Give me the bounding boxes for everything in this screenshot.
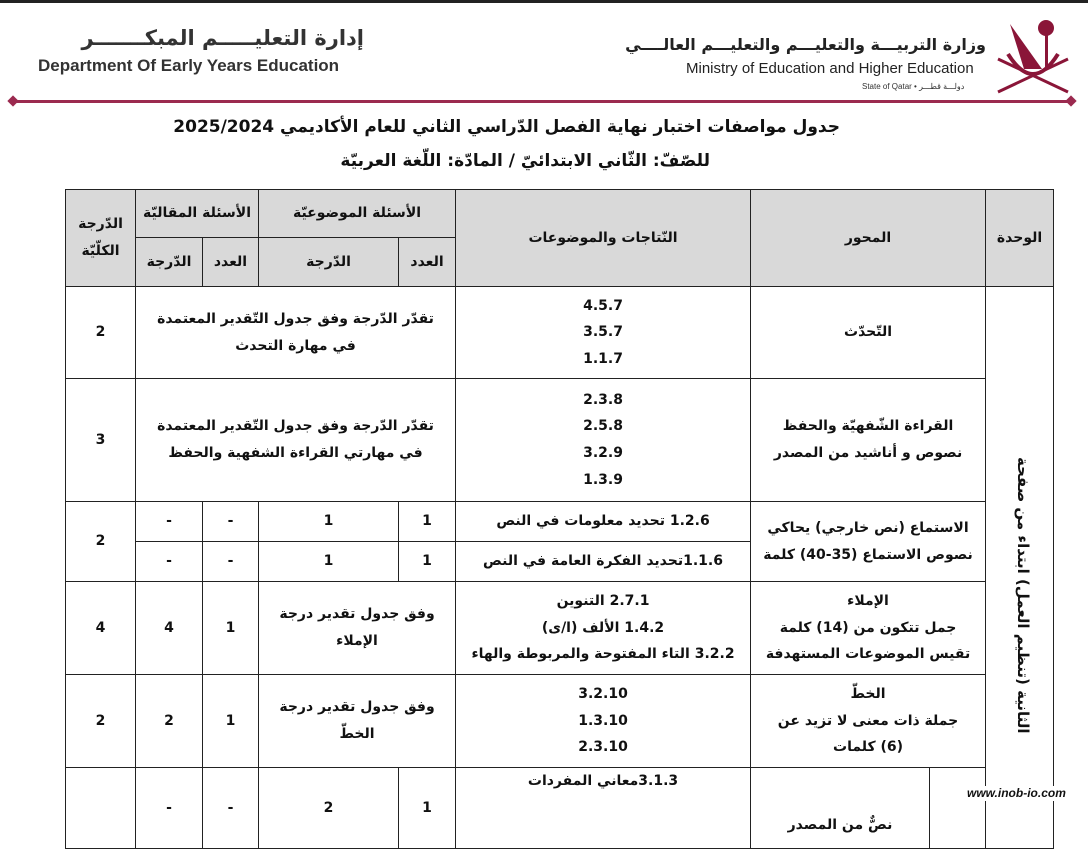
ministry-name-en: Ministry of Education and Higher Education <box>686 60 974 77</box>
essay-grade-cell: 2 <box>136 675 203 768</box>
document-subtitle: للصّفّ: الثّاني الابتدائيّ / المادّة: اللّغة العربيّة <box>340 151 710 171</box>
header-axis: المحور <box>751 190 986 287</box>
header-obj-count: العدد <box>399 238 456 287</box>
state-label: State of Qatar • دولـــة قطـــر <box>862 82 965 91</box>
total-cell: 4 <box>66 582 136 675</box>
department-name-en: Department Of Early Years Education <box>38 56 340 75</box>
outcomes-cell: 2.3.8 2.5.8 3.2.9 1.3.9 <box>456 379 751 502</box>
unit-cell <box>986 287 1054 849</box>
department-name-ar: إدارة التعليـــــم المبكـــــــر <box>81 26 364 50</box>
header-essay: الأسئلة المقاليّة <box>136 190 259 238</box>
essay-grade-cell: 4 <box>136 582 203 675</box>
axis-cell: نصٌّ من المصدر <box>751 768 986 849</box>
table-row <box>66 287 1054 379</box>
obj-grade-cell: 2 <box>259 768 399 849</box>
essay-count-cell: - <box>203 502 259 542</box>
ministry-name-ar: وزارة التربيـــة والتعليـــم والتعليـــم العالــــي <box>625 35 986 54</box>
header-obj-grade: الدّرجة <box>259 238 399 287</box>
total-cell <box>66 768 136 849</box>
table-row <box>66 502 1054 542</box>
header-total: الدّرجة الكلّيّة <box>66 190 136 287</box>
header-divider <box>12 100 1072 103</box>
total-cell: 3 <box>66 379 136 502</box>
header-essay-grade: الدّرجة <box>136 238 203 287</box>
total-cell: 2 <box>66 675 136 768</box>
essay-count-cell: - <box>203 768 259 849</box>
document-title: جدول مواصفات اختبار نهاية الفصل الدّراسي الثاني للعام الأكاديمي 2025/2024 <box>173 117 840 137</box>
essay-count-cell: 1 <box>203 582 259 675</box>
axis-cell: التّحدّث <box>751 287 986 379</box>
unit-text: الثانية (تنظيم العمل) ابتداء من صفحة <box>1014 457 1033 734</box>
objective-cell: وفق جدول تقدير درجة الخطّ <box>259 675 456 768</box>
table-row <box>66 582 1054 675</box>
axis-cell: الاستماع (نص خارجي) يحاكي نصوص الاستماع (35-40) كلمة <box>751 502 986 582</box>
header-essay-count: العدد <box>203 238 259 287</box>
merged-grade-cell: تقدّر الدّرجة وفق جدول التّقدير المعتمدة في مهارتي القراءة الشفهية والحفظ <box>136 379 456 502</box>
header-objective: الأسئلة الموضوعيّة <box>259 190 456 238</box>
outcomes-cell: 3.2.10 1.3.10 2.3.10 <box>456 675 751 768</box>
objective-cell: وفق جدول تقدير درجة الإملاء <box>259 582 456 675</box>
header-unit: الوحدة <box>986 190 1054 287</box>
essay-grade-cell: - <box>136 502 203 542</box>
header-outcomes: النّتاجات والموضوعات <box>456 190 751 287</box>
table-row <box>66 768 1054 849</box>
table-row <box>66 675 1054 768</box>
obj-grade-cell: 1 <box>259 502 399 542</box>
essay-count-cell: - <box>203 542 259 582</box>
essay-count-cell: 1 <box>203 675 259 768</box>
merged-grade-cell: تقدّر الدّرجة وفق جدول التّقدير المعتمدة في مهارة التحدث <box>136 287 456 379</box>
total-cell: 2 <box>66 502 136 582</box>
obj-count-cell: 1 <box>399 542 456 582</box>
axis-cell: الخطّ جملة ذات معنى لا تزيد عن (6) كلمات <box>751 675 986 768</box>
outcomes-cell: 2.7.1 التنوين 1.4.2 الألف (ا/ى) 3.2.2 التاء المفتوحة والمربوطة والهاء <box>456 582 751 675</box>
qatar-emblem-icon <box>990 14 1076 94</box>
obj-grade-cell: 1 <box>259 542 399 582</box>
outcomes-cell: 3.1.3معاني المفردات <box>456 768 751 849</box>
essay-grade-cell: - <box>136 768 203 849</box>
obj-count-cell: 1 <box>399 768 456 849</box>
outcomes-cell: 4.5.7 3.5.7 1.1.7 <box>456 287 751 379</box>
specifications-table <box>65 189 1054 849</box>
total-cell: 2 <box>66 287 136 379</box>
essay-grade-cell: - <box>136 542 203 582</box>
outcome-cell: 1.1.6تحديد الفكرة العامة في النص <box>456 542 751 582</box>
top-border <box>0 0 1088 3</box>
axis-cell: الإملاء جمل تتكون من (14) كلمة تقيس الموضوعات المستهدفة <box>751 582 986 675</box>
axis-cell: القراءة الشّفهيّة والحفظ نصوص و أناشيد من المصدر <box>751 379 986 502</box>
obj-count-cell: 1 <box>399 502 456 542</box>
outcome-cell: 1.2.6 تحديد معلومات في النص <box>456 502 751 542</box>
watermark: www.inob-io.com <box>963 786 1070 801</box>
table-row <box>66 379 1054 502</box>
